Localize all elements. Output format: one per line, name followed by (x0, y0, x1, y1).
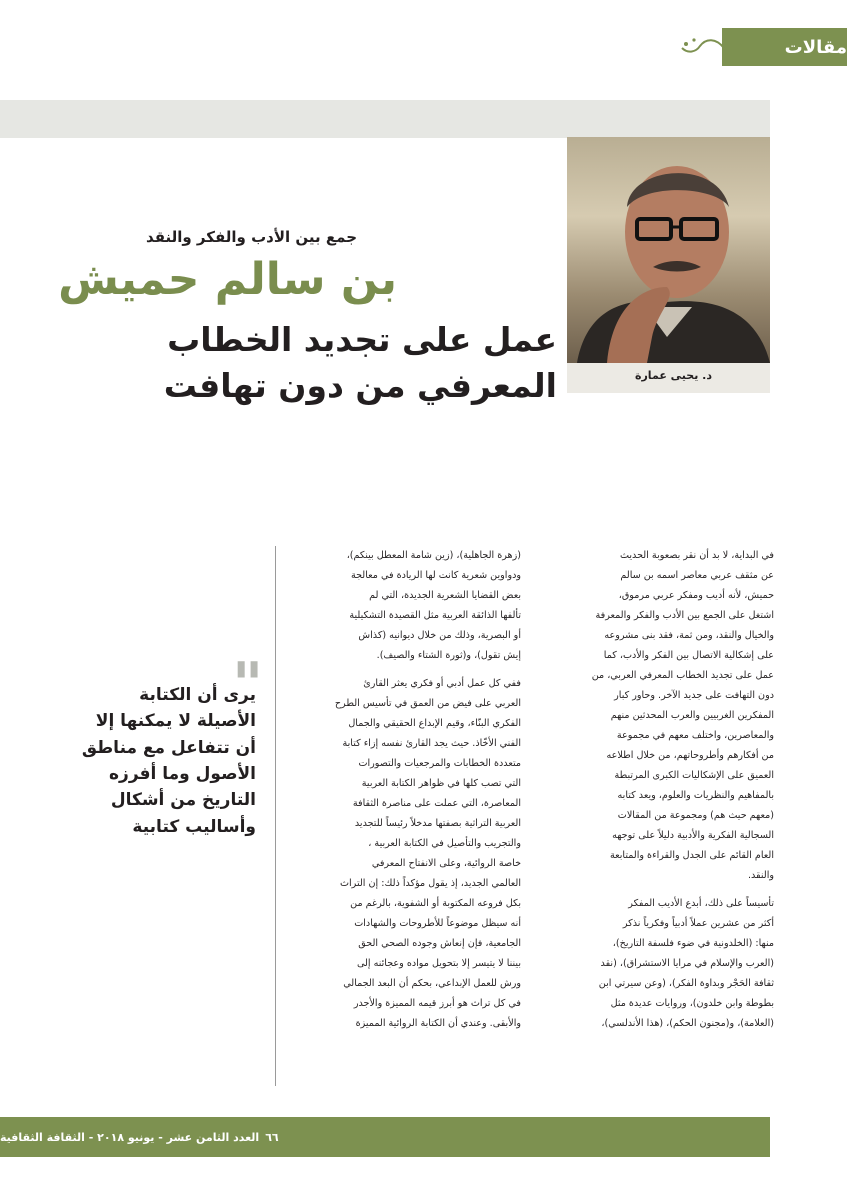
body-line: عن مثقف عربي معاصر اسمه بن سالم (620, 570, 774, 581)
body-line: أكثر من عشرين عملاً أدبياً وفكرياً نذكر (622, 918, 774, 929)
pull-quote-line: الأصول وما أفرزه (109, 764, 256, 785)
author-portrait (567, 137, 770, 363)
body-line: والأبقى. وعندي أن الكتابة الروائية المميزة (355, 1018, 521, 1029)
body-line: التي تصب كلها في ظواهر الكتابة العربية (361, 778, 521, 789)
body-line: على إشكالية الاتصال بين الفكر والأدب، كما (603, 650, 774, 661)
quote-mark-icon: " (232, 650, 264, 720)
body-line: (العرب والإسلام في مرايا الاستشراق)، (نقد (600, 958, 774, 969)
body-line: اشتغل على الجمع بين الأدب والفكر والمعرفة (595, 610, 774, 621)
body-line: الفكري البنّاء، وقيم الإبداع الحقيقي والجمال (348, 718, 521, 729)
pull-quote-line: يرى أن الكتابة (139, 685, 256, 705)
body-line: أو البصرية، وذلك من خلال ديوانيه (كذاش (358, 630, 521, 641)
header-band (0, 100, 770, 138)
section-label: مقالات (784, 36, 847, 58)
body-line: في كل تراث هو أبرز قيمه المميزة والأجدر (353, 998, 521, 1009)
body-line: (زهرة الجاهلية)، (زين شامة المعطل بينكم)، (346, 550, 521, 561)
body-line: العام القائم على الجدل والقراءة والمتابعة (609, 850, 774, 861)
body-line: السجالية الفكرية والأدبية دليلاً على توجهه (612, 830, 774, 841)
section-tab (722, 28, 847, 66)
body-line: بيننا لا يتيسر إلا بتحويل مواده وعجائنه إلى (356, 958, 521, 969)
body-line: الجامعية، فإن إنعاش وجوده الصحي الحق (358, 938, 521, 949)
body-line: ورش للعمل الإبداعي، بحكم أن البعد الجمالي (343, 978, 521, 989)
body-line: المفكرين الغربيين والعرب المحدثين منهم (610, 710, 774, 721)
body-line: العربي على فيض من العمق في تأسيس الطرح (334, 698, 521, 709)
body-line: بكل فروعه المكتوبة أو الشفوية، بالرغم من (350, 898, 521, 909)
article-subtitle-line: عمل على تجديد الخطاب (167, 320, 557, 359)
body-line: بطوطة وابن خلدون)، وروايات عديدة مثل (610, 998, 774, 1009)
body-line: من أفكارهم وأطروحاتهم، من خلال اطلاعه (606, 750, 774, 761)
article-subtitle-line: المعرفي من دون تهافت (163, 366, 557, 405)
article-supertitle: جمع بين الأدب والفكر والنقد (146, 228, 357, 246)
pull-quote-line: الأصيلة لا يمكنها إلا (95, 711, 256, 732)
body-line: والمعاصرين، واختلف معهم في مجموعة (616, 730, 774, 741)
body-line: والتجريب والتأصيل في الكتابة العربية ، (368, 838, 521, 849)
body-line: منها: (الخلدونية في ضوء فلسفة التاريخ)، (612, 938, 774, 949)
body-line: تألفها الذائقة العربية مثل القصيدة التشكيلية (349, 610, 521, 621)
body-line: (معهم حيث هم) ومجموعة من المقالات (617, 810, 774, 821)
body-line: بعض القضايا الشعرية الجديدة، التي لم (369, 590, 521, 601)
pull-quote-line: أن تتفاعل مع مناطق (81, 737, 256, 758)
body-line: متعددة الخطابات والمرجعيات والتصورات (358, 758, 521, 769)
issue-info: العدد الثامن عشر - يونيو ٢٠١٨ - الثقافة الثقافية (0, 1130, 260, 1144)
pull-quote-line: التاريخ من أشكال (110, 790, 256, 811)
body-line: تأسيساً على ذلك، أبدع الأديب المفكر (628, 898, 774, 909)
pull-quote-line: وأساليب كتابية (132, 816, 256, 837)
body-line: ففي كل عمل أدبي أو فكري يعثر القارئ (363, 678, 521, 689)
body-line: عمل على تجديد الخطاب المعرفي العربي، من (591, 670, 774, 681)
author-caption: د. يحيى عمارة (567, 363, 770, 393)
body-line: العالمي الجديد، إذ يقول مؤكداً ذلك: إن التراث (339, 878, 521, 889)
body-column-right (532, 546, 774, 1034)
body-line: (العلامة)، و(مجنون الحكم)، (هذا الأندلسي)، (601, 1018, 774, 1029)
ornament-icon (676, 32, 726, 62)
body-line: العربية التراثية بصفتها مدخلاً رئيساً للتجديد (354, 818, 521, 829)
body-column-left (285, 546, 521, 1034)
column-divider (275, 546, 276, 1086)
body-line: الفني الأخّاذ. حيث يجد القارئ نفسه إزاء كتابة (342, 738, 521, 749)
body-line: دون التهافت على جديد الآخر. وحاور كبار (614, 690, 774, 701)
body-line: أنه سيظل موضوعاً للأطروحات والشهادات (354, 918, 521, 929)
body-line: بالمفاهيم والنظريات والعلوم، ويعد كتابه (617, 790, 774, 801)
body-line: خاصة الروائية، وعلى الانفتاح المعرفي (371, 858, 521, 869)
page-number: ٦٦ (265, 1130, 279, 1144)
body-line: ودواوين شعرية كانت لها الريادة في معالجة (350, 570, 521, 581)
body-line: حميش، لأنه أديب ومفكر عربي مرموق، (618, 590, 774, 601)
body-line: المعاصرة، التي عملت على مناصرة الثقافة (352, 798, 521, 809)
article-title: بن سالم حميش (58, 254, 397, 305)
body-line: ثقافة الحَجْر وبداوة الفكر)، (وعن سيرتي ابن (598, 978, 774, 989)
body-line: إيش تقول)، و(ثورة الشتاء والصيف). (376, 650, 521, 661)
footer-band (0, 1117, 770, 1157)
pull-quote (18, 682, 256, 840)
body-line: والخيال والنقد، ومن ثمة، فقد بنى مشروعه (604, 630, 774, 641)
body-line: والنقد. (747, 870, 774, 881)
body-line: في البداية، لا بد أن نقر بصعوبة الحديث (619, 550, 774, 561)
body-line: العميق على الإشكاليات الكبرى المرتبطة (614, 770, 774, 781)
